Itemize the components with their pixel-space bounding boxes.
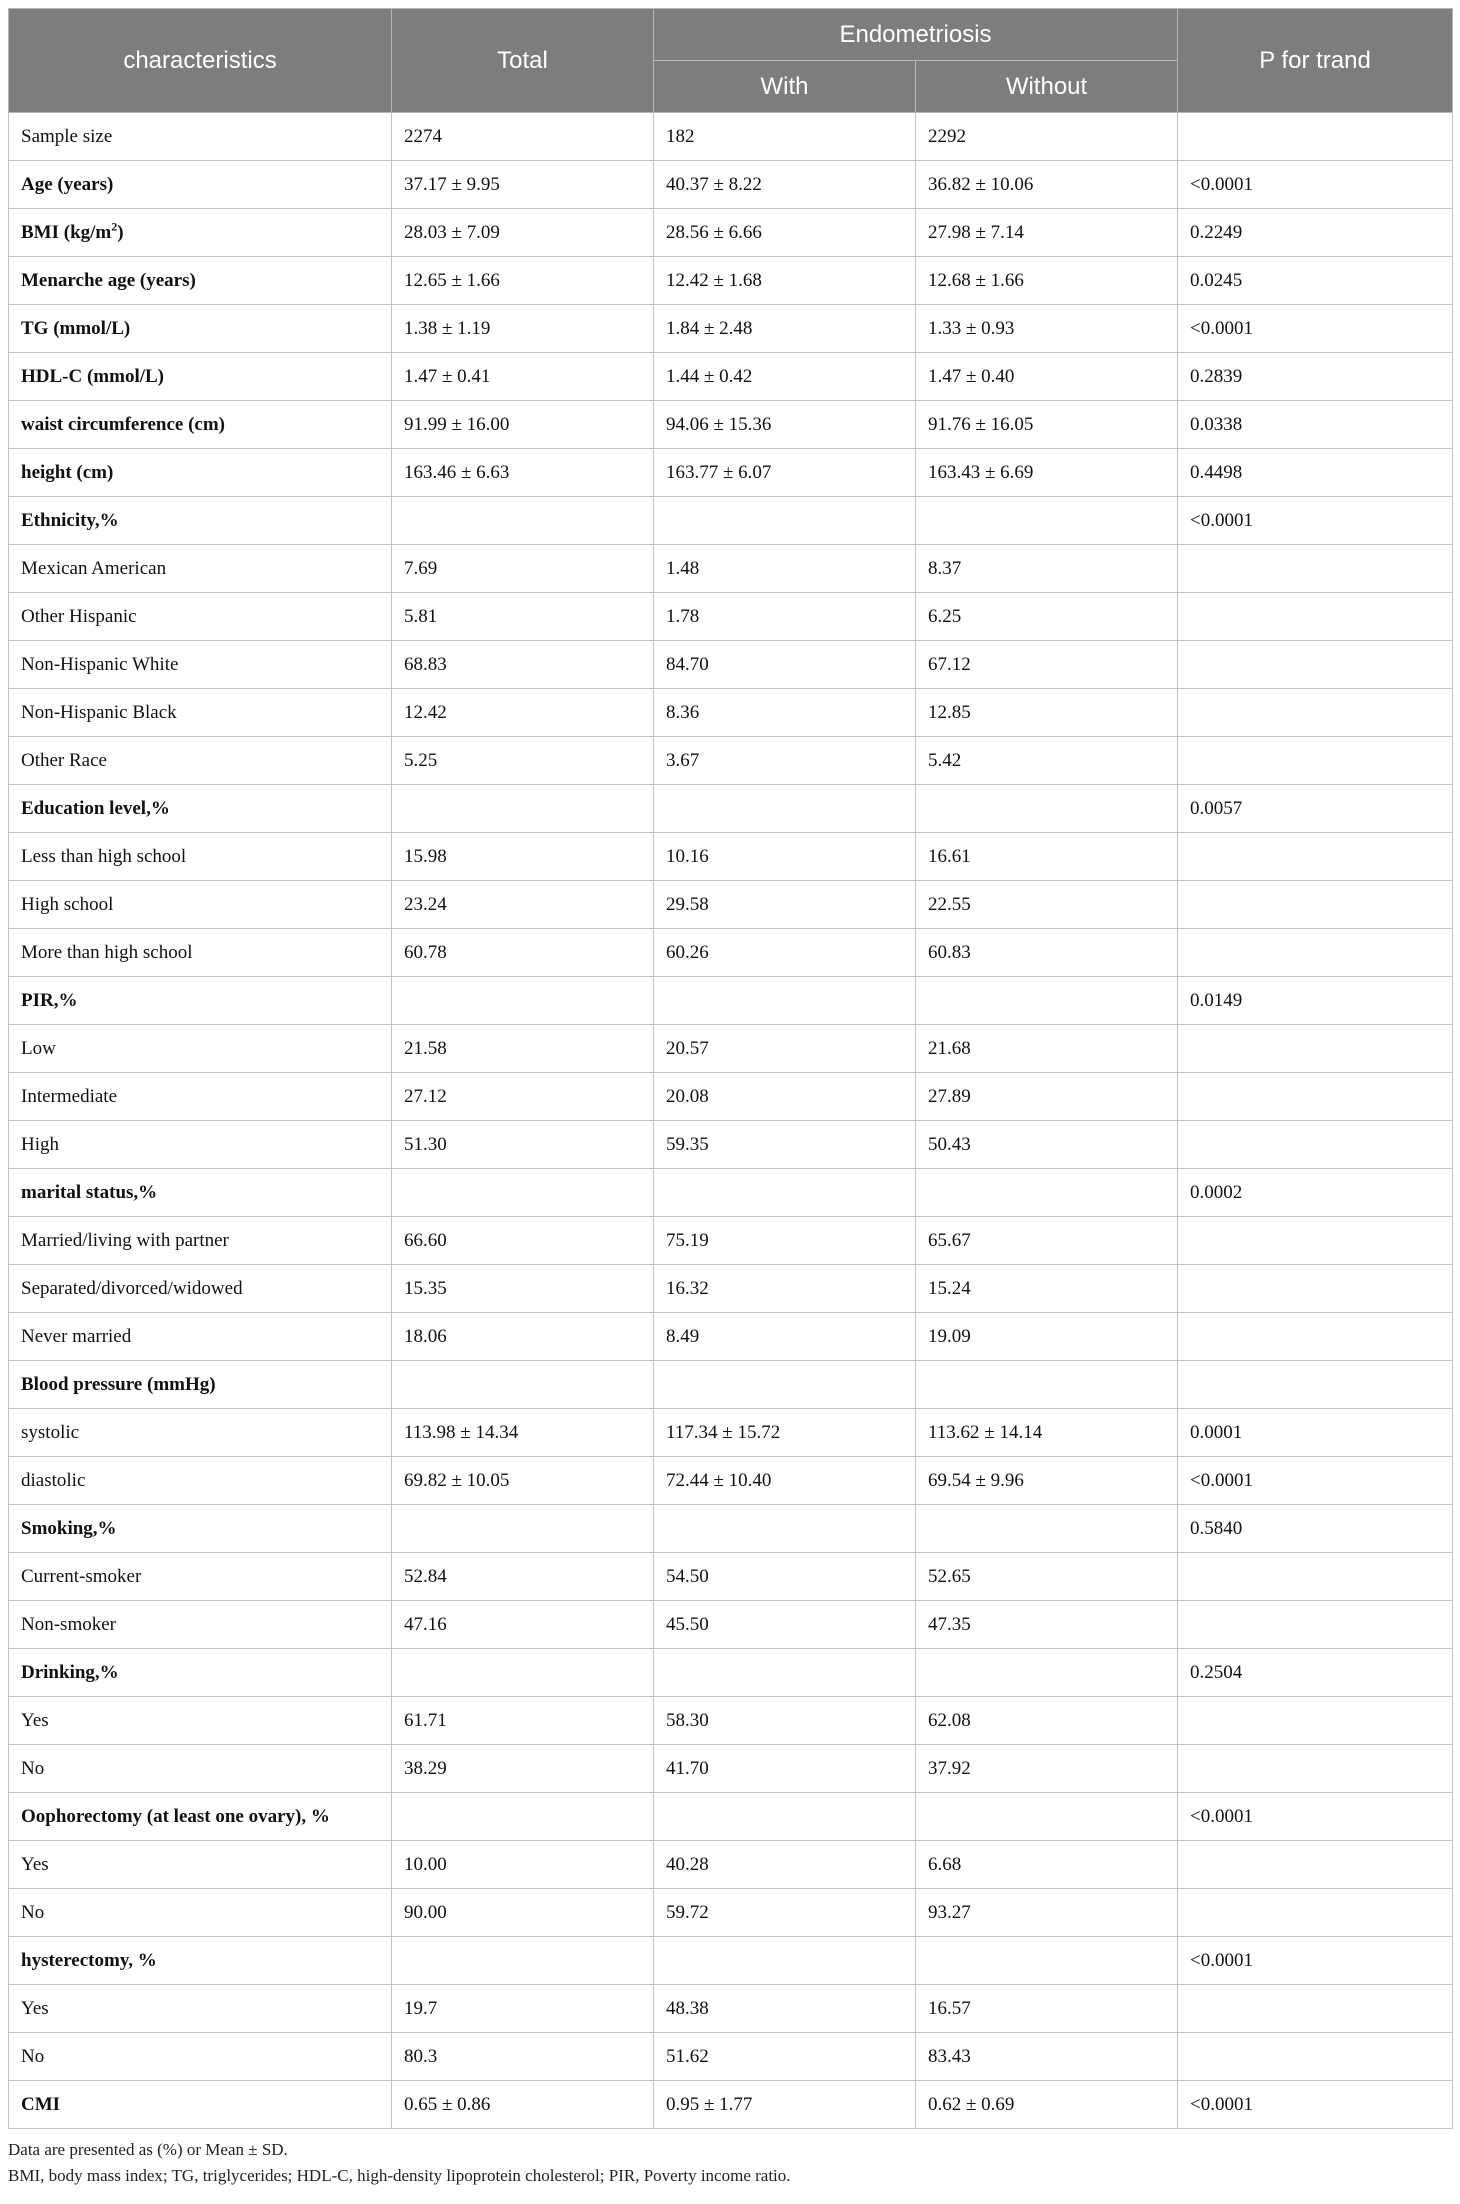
cell-with <box>654 497 916 545</box>
cell-p-value: 0.0338 <box>1178 401 1453 449</box>
cell-total <box>392 1361 654 1409</box>
row-label: Yes <box>9 1985 392 2033</box>
cell-without: 91.76 ± 16.05 <box>916 401 1178 449</box>
cell-with: 75.19 <box>654 1217 916 1265</box>
cell-without <box>916 1649 1178 1697</box>
table-row <box>9 1073 1453 1121</box>
row-label: TG (mmol/L) <box>9 305 392 353</box>
row-label: HDL-C (mmol/L) <box>9 353 392 401</box>
cell-total: 163.46 ± 6.63 <box>392 449 654 497</box>
cell-total: 7.69 <box>392 545 654 593</box>
cell-p-value <box>1178 1073 1453 1121</box>
table-row <box>9 1793 1453 1841</box>
cell-total: 61.71 <box>392 1697 654 1745</box>
cell-with: 8.49 <box>654 1313 916 1361</box>
cell-p-value <box>1178 593 1453 641</box>
cell-without <box>916 1361 1178 1409</box>
cell-with: 1.44 ± 0.42 <box>654 353 916 401</box>
cell-with: 16.32 <box>654 1265 916 1313</box>
row-label: Separated/divorced/widowed <box>9 1265 392 1313</box>
header-total: Total <box>392 9 654 113</box>
cell-without: 37.92 <box>916 1745 1178 1793</box>
cell-total: 5.25 <box>392 737 654 785</box>
cell-p-value <box>1178 1745 1453 1793</box>
table-row <box>9 161 1453 209</box>
cell-with: 59.35 <box>654 1121 916 1169</box>
table-row <box>9 593 1453 641</box>
cell-p-value: 0.2504 <box>1178 1649 1453 1697</box>
table-row <box>9 1169 1453 1217</box>
table-row <box>9 2033 1453 2081</box>
cell-without: 62.08 <box>916 1697 1178 1745</box>
cell-with <box>654 1505 916 1553</box>
cell-p-value <box>1178 1841 1453 1889</box>
cell-with: 94.06 ± 15.36 <box>654 401 916 449</box>
table-row <box>9 353 1453 401</box>
table-row <box>9 1553 1453 1601</box>
row-label: Non-Hispanic White <box>9 641 392 689</box>
cell-without: 93.27 <box>916 1889 1178 1937</box>
row-label: height (cm) <box>9 449 392 497</box>
cell-p-value: <0.0001 <box>1178 161 1453 209</box>
cell-total: 0.65 ± 0.86 <box>392 2081 654 2129</box>
cell-total: 60.78 <box>392 929 654 977</box>
cell-without: 19.09 <box>916 1313 1178 1361</box>
cell-with: 60.26 <box>654 929 916 977</box>
cell-with: 117.34 ± 15.72 <box>654 1409 916 1457</box>
cell-p-value: <0.0001 <box>1178 305 1453 353</box>
table-row <box>9 833 1453 881</box>
row-label: Other Race <box>9 737 392 785</box>
cell-with <box>654 1169 916 1217</box>
row-label: Mexican American <box>9 545 392 593</box>
row-label: Smoking,% <box>9 1505 392 1553</box>
cell-total <box>392 1793 654 1841</box>
cell-without: 65.67 <box>916 1217 1178 1265</box>
cell-total: 12.65 ± 1.66 <box>392 257 654 305</box>
cell-without <box>916 1169 1178 1217</box>
cell-total <box>392 1937 654 1985</box>
cell-total <box>392 1505 654 1553</box>
cell-p-value <box>1178 1697 1453 1745</box>
table-row <box>9 113 1453 161</box>
row-label: Sample size <box>9 113 392 161</box>
cell-with: 72.44 ± 10.40 <box>654 1457 916 1505</box>
table-row <box>9 1697 1453 1745</box>
cell-without: 1.47 ± 0.40 <box>916 353 1178 401</box>
row-label: High school <box>9 881 392 929</box>
cell-p-value: 0.2249 <box>1178 209 1453 257</box>
cell-with: 8.36 <box>654 689 916 737</box>
characteristics-table <box>8 8 1453 2129</box>
table-row <box>9 1937 1453 1985</box>
cell-p-value <box>1178 1121 1453 1169</box>
cell-without: 0.62 ± 0.69 <box>916 2081 1178 2129</box>
cell-total: 1.47 ± 0.41 <box>392 353 654 401</box>
cell-with: 59.72 <box>654 1889 916 1937</box>
cell-without: 22.55 <box>916 881 1178 929</box>
table-row <box>9 1121 1453 1169</box>
cell-total: 66.60 <box>392 1217 654 1265</box>
cell-with: 0.95 ± 1.77 <box>654 2081 916 2129</box>
row-label: Current-smoker <box>9 1553 392 1601</box>
table-row <box>9 1025 1453 1073</box>
cell-p-value: 0.0245 <box>1178 257 1453 305</box>
cell-with <box>654 1793 916 1841</box>
cell-with: 58.30 <box>654 1697 916 1745</box>
row-label: Low <box>9 1025 392 1073</box>
cell-with: 10.16 <box>654 833 916 881</box>
cell-with: 1.78 <box>654 593 916 641</box>
row-label: No <box>9 1745 392 1793</box>
cell-without <box>916 497 1178 545</box>
cell-p-value: 0.5840 <box>1178 1505 1453 1553</box>
cell-p-value: 0.4498 <box>1178 449 1453 497</box>
cell-p-value: 0.0001 <box>1178 1409 1453 1457</box>
cell-with: 28.56 ± 6.66 <box>654 209 916 257</box>
row-label: Yes <box>9 1841 392 1889</box>
cell-total: 47.16 <box>392 1601 654 1649</box>
cell-p-value <box>1178 1265 1453 1313</box>
header-characteristics: characteristics <box>9 9 392 113</box>
cell-with: 51.62 <box>654 2033 916 2081</box>
cell-p-value: <0.0001 <box>1178 1457 1453 1505</box>
cell-p-value <box>1178 1553 1453 1601</box>
cell-without <box>916 1505 1178 1553</box>
cell-without: 47.35 <box>916 1601 1178 1649</box>
cell-total: 51.30 <box>392 1121 654 1169</box>
table-row <box>9 1313 1453 1361</box>
cell-without: 16.61 <box>916 833 1178 881</box>
cell-with: 40.37 ± 8.22 <box>654 161 916 209</box>
row-label: Drinking,% <box>9 1649 392 1697</box>
cell-total: 52.84 <box>392 1553 654 1601</box>
cell-without <box>916 1937 1178 1985</box>
cell-total: 1.38 ± 1.19 <box>392 305 654 353</box>
table-row <box>9 2081 1453 2129</box>
table-footnotes <box>8 2137 1452 2189</box>
cell-p-value: <0.0001 <box>1178 1937 1453 1985</box>
cell-without: 8.37 <box>916 545 1178 593</box>
row-label: marital status,% <box>9 1169 392 1217</box>
cell-without: 1.33 ± 0.93 <box>916 305 1178 353</box>
cell-p-value <box>1178 929 1453 977</box>
cell-without: 12.85 <box>916 689 1178 737</box>
cell-without: 27.89 <box>916 1073 1178 1121</box>
cell-p-value: 0.0057 <box>1178 785 1453 833</box>
cell-p-value <box>1178 689 1453 737</box>
header-p-for-trend: P for trand <box>1178 9 1453 113</box>
cell-p-value: 0.0002 <box>1178 1169 1453 1217</box>
cell-with: 48.38 <box>654 1985 916 2033</box>
row-label: Married/living with partner <box>9 1217 392 1265</box>
cell-without: 12.68 ± 1.66 <box>916 257 1178 305</box>
cell-total: 15.98 <box>392 833 654 881</box>
cell-without: 52.65 <box>916 1553 1178 1601</box>
row-label: Yes <box>9 1697 392 1745</box>
cell-total: 2274 <box>392 113 654 161</box>
cell-without <box>916 785 1178 833</box>
table-row <box>9 1745 1453 1793</box>
cell-without <box>916 977 1178 1025</box>
cell-p-value <box>1178 1601 1453 1649</box>
cell-with <box>654 1937 916 1985</box>
table-row <box>9 209 1453 257</box>
row-label: Non-Hispanic Black <box>9 689 392 737</box>
cell-total: 38.29 <box>392 1745 654 1793</box>
cell-total <box>392 497 654 545</box>
table-row <box>9 1985 1453 2033</box>
header-endometriosis: Endometriosis <box>654 9 1178 61</box>
cell-with: 54.50 <box>654 1553 916 1601</box>
cell-without: 67.12 <box>916 641 1178 689</box>
cell-total: 21.58 <box>392 1025 654 1073</box>
cell-with: 3.67 <box>654 737 916 785</box>
footnote-abbreviations: BMI, body mass index; TG, triglycerides; HDL-C, high-density lipoprotein cholesterol; PIR, Poverty income ratio. <box>8 2166 791 2185</box>
cell-with: 29.58 <box>654 881 916 929</box>
row-label: More than high school <box>9 929 392 977</box>
cell-total: 23.24 <box>392 881 654 929</box>
cell-p-value <box>1178 737 1453 785</box>
table-row <box>9 1457 1453 1505</box>
cell-p-value: 0.0149 <box>1178 977 1453 1025</box>
cell-without: 60.83 <box>916 929 1178 977</box>
cell-p-value <box>1178 881 1453 929</box>
cell-total: 5.81 <box>392 593 654 641</box>
table-container <box>8 8 1452 2189</box>
row-label: CMI <box>9 2081 392 2129</box>
cell-with: 1.48 <box>654 545 916 593</box>
cell-without: 16.57 <box>916 1985 1178 2033</box>
table-row <box>9 1265 1453 1313</box>
cell-total: 37.17 ± 9.95 <box>392 161 654 209</box>
cell-with: 182 <box>654 113 916 161</box>
cell-p-value <box>1178 1361 1453 1409</box>
cell-total: 15.35 <box>392 1265 654 1313</box>
row-label: Non-smoker <box>9 1601 392 1649</box>
cell-with: 20.57 <box>654 1025 916 1073</box>
row-label: waist circumference (cm) <box>9 401 392 449</box>
cell-p-value <box>1178 113 1453 161</box>
cell-without: 163.43 ± 6.69 <box>916 449 1178 497</box>
cell-total: 90.00 <box>392 1889 654 1937</box>
cell-total: 19.7 <box>392 1985 654 2033</box>
row-label: Oophorectomy (at least one ovary), % <box>9 1793 392 1841</box>
cell-with: 40.28 <box>654 1841 916 1889</box>
cell-without: 83.43 <box>916 2033 1178 2081</box>
cell-with: 41.70 <box>654 1745 916 1793</box>
table-row <box>9 1409 1453 1457</box>
footnote-data-format: Data are presented as (%) or Mean ± SD. <box>8 2140 288 2159</box>
cell-without: 69.54 ± 9.96 <box>916 1457 1178 1505</box>
cell-without: 6.68 <box>916 1841 1178 1889</box>
header-without: Without <box>916 61 1178 113</box>
table-row <box>9 977 1453 1025</box>
row-label: Age (years) <box>9 161 392 209</box>
cell-without: 21.68 <box>916 1025 1178 1073</box>
cell-with <box>654 1649 916 1697</box>
table-row <box>9 929 1453 977</box>
row-label: Education level,% <box>9 785 392 833</box>
row-label: No <box>9 2033 392 2081</box>
cell-p-value: <0.0001 <box>1178 497 1453 545</box>
cell-p-value <box>1178 1313 1453 1361</box>
cell-without <box>916 1793 1178 1841</box>
table-body <box>9 113 1453 2129</box>
row-label: Blood pressure (mmHg) <box>9 1361 392 1409</box>
cell-total <box>392 977 654 1025</box>
table-row <box>9 689 1453 737</box>
cell-total: 28.03 ± 7.09 <box>392 209 654 257</box>
cell-total: 10.00 <box>392 1841 654 1889</box>
table-row <box>9 449 1453 497</box>
cell-with: 45.50 <box>654 1601 916 1649</box>
cell-p-value <box>1178 833 1453 881</box>
table-row <box>9 1361 1453 1409</box>
cell-with: 163.77 ± 6.07 <box>654 449 916 497</box>
row-label: Other Hispanic <box>9 593 392 641</box>
cell-total: 91.99 ± 16.00 <box>392 401 654 449</box>
cell-p-value <box>1178 1217 1453 1265</box>
table-row <box>9 1841 1453 1889</box>
cell-without: 6.25 <box>916 593 1178 641</box>
cell-p-value: <0.0001 <box>1178 1793 1453 1841</box>
table-row <box>9 1217 1453 1265</box>
table-row <box>9 305 1453 353</box>
cell-p-value: <0.0001 <box>1178 2081 1453 2129</box>
cell-total <box>392 1649 654 1697</box>
table-row <box>9 881 1453 929</box>
cell-total <box>392 785 654 833</box>
table-row <box>9 401 1453 449</box>
cell-without: 5.42 <box>916 737 1178 785</box>
row-label: High <box>9 1121 392 1169</box>
cell-without: 113.62 ± 14.14 <box>916 1409 1178 1457</box>
row-label: Menarche age (years) <box>9 257 392 305</box>
row-label: Ethnicity,% <box>9 497 392 545</box>
table-row <box>9 1889 1453 1937</box>
row-label: Never married <box>9 1313 392 1361</box>
table-row <box>9 257 1453 305</box>
cell-total: 12.42 <box>392 689 654 737</box>
cell-without: 15.24 <box>916 1265 1178 1313</box>
header-with: With <box>654 61 916 113</box>
cell-with: 12.42 ± 1.68 <box>654 257 916 305</box>
cell-total: 18.06 <box>392 1313 654 1361</box>
cell-total: 68.83 <box>392 641 654 689</box>
table-row <box>9 497 1453 545</box>
cell-total: 80.3 <box>392 2033 654 2081</box>
table-row <box>9 785 1453 833</box>
row-label: PIR,% <box>9 977 392 1025</box>
cell-p-value <box>1178 1889 1453 1937</box>
cell-with: 84.70 <box>654 641 916 689</box>
table-row <box>9 1505 1453 1553</box>
cell-with: 20.08 <box>654 1073 916 1121</box>
cell-without: 27.98 ± 7.14 <box>916 209 1178 257</box>
row-label: hysterectomy, % <box>9 1937 392 1985</box>
cell-p-value <box>1178 545 1453 593</box>
table-row <box>9 1649 1453 1697</box>
row-label: Intermediate <box>9 1073 392 1121</box>
table-header <box>9 9 1453 113</box>
row-label: diastolic <box>9 1457 392 1505</box>
cell-p-value <box>1178 1985 1453 2033</box>
cell-p-value <box>1178 1025 1453 1073</box>
cell-without: 50.43 <box>916 1121 1178 1169</box>
row-label: BMI $(kg/m^2)$ <box>9 209 392 257</box>
cell-p-value <box>1178 641 1453 689</box>
table-row <box>9 641 1453 689</box>
cell-without: 36.82 ± 10.06 <box>916 161 1178 209</box>
cell-total: 69.82 ± 10.05 <box>392 1457 654 1505</box>
cell-without: 2292 <box>916 113 1178 161</box>
cell-with <box>654 977 916 1025</box>
row-label: Less than high school <box>9 833 392 881</box>
row-label: systolic <box>9 1409 392 1457</box>
cell-with <box>654 1361 916 1409</box>
table-row <box>9 1601 1453 1649</box>
table-row <box>9 545 1453 593</box>
cell-with: 1.84 ± 2.48 <box>654 305 916 353</box>
table-row <box>9 737 1453 785</box>
cell-total: 113.98 ± 14.34 <box>392 1409 654 1457</box>
cell-total <box>392 1169 654 1217</box>
cell-p-value: 0.2839 <box>1178 353 1453 401</box>
cell-with <box>654 785 916 833</box>
row-label: No <box>9 1889 392 1937</box>
cell-total: 27.12 <box>392 1073 654 1121</box>
cell-p-value <box>1178 2033 1453 2081</box>
